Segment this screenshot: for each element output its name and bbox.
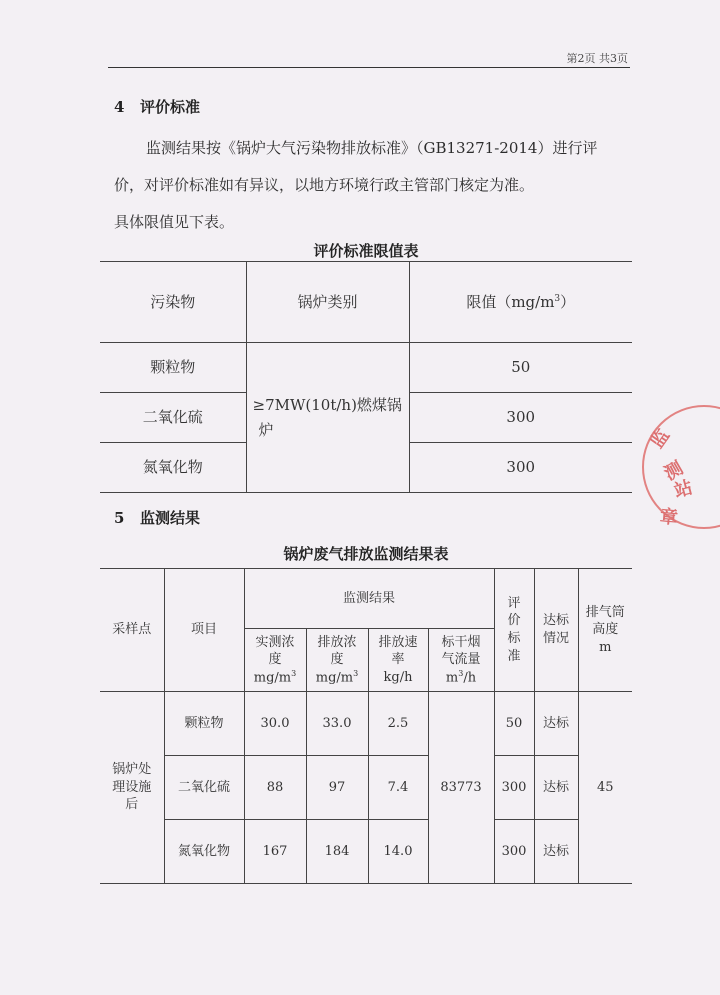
section-5-title: 监测结果 (140, 509, 201, 527)
results-measured-cell: 167 (244, 820, 306, 884)
results-item-cell: 氮氧化物 (164, 820, 244, 884)
limits-value-cell: 300 (409, 393, 632, 443)
results-measured-cell: 88 (244, 756, 306, 820)
official-seal-stamp (642, 405, 720, 529)
limits-boiler-type-cell: ≥7MW(10t/h)燃煤锅 炉 (246, 343, 409, 493)
seal-char: 站 (671, 476, 695, 502)
limits-table-title: 评价标准限值表 (313, 242, 419, 260)
limits-value-cell: 50 (409, 343, 632, 393)
results-emission-cell: 33.0 (306, 692, 368, 756)
results-table (100, 568, 632, 884)
results-header-emission-conc: 排放浓 度 $mg/m^3$ (306, 629, 368, 692)
results-emission-cell: 184 (306, 820, 368, 884)
section-4-heading (114, 96, 200, 117)
limits-value-cell: 300 (409, 443, 632, 493)
limits-header-pollutant: 污染物 (100, 262, 246, 343)
results-header-stack-height: 排气筒 高度 m (578, 569, 632, 692)
section-4-title: 评价标准 (140, 98, 201, 116)
results-item-cell: 颗粒物 (164, 692, 244, 756)
results-header-compliance: 达标 情况 (534, 569, 578, 692)
page-number: 第2页 共3页 (566, 52, 628, 65)
results-header-monitoring-results: 监测结果 (244, 569, 494, 629)
results-item-cell: 二氧化硫 (164, 756, 244, 820)
results-sampling-point-cell: 锅炉处 理设施 后 (100, 692, 164, 884)
results-table-title: 锅炉废气排放监测结果表 (283, 545, 449, 563)
results-rate-cell: 14.0 (368, 820, 428, 884)
section-5-heading (114, 507, 200, 528)
section-5-number: 5 (114, 509, 125, 527)
results-header-item: 项目 (164, 569, 244, 692)
results-standard-cell: 300 (494, 756, 534, 820)
results-header-standard: 评 价 标 准 (494, 569, 534, 692)
limits-pollutant-cell: 氮氧化物 (100, 443, 246, 493)
results-header-measured-conc: 实测浓 度 $mg/m^3$ (244, 629, 306, 692)
seal-char: 测 (660, 457, 687, 485)
results-status-cell: 达标 (534, 756, 578, 820)
results-header-sampling-point: 采样点 (100, 569, 164, 692)
results-rate-cell: 2.5 (368, 692, 428, 756)
limits-pollutant-cell: 二氧化硫 (100, 393, 246, 443)
section-4-paragraph-line-1: 监测结果按《锅炉大气污染物排放标准》（GB13271-2014）进行评 (146, 139, 598, 157)
results-flow-cell: 83773 (428, 692, 494, 884)
results-header-flow: 标干烟 气流量 $m^3/h$ (428, 629, 494, 692)
results-stack-height-cell: 45 (578, 692, 632, 884)
results-header-emission-rate: 排放速 率 kg/h (368, 629, 428, 692)
results-status-cell: 达标 (534, 692, 578, 756)
results-status-cell: 达标 (534, 820, 578, 884)
limits-header-boiler-type: 锅炉类别 (246, 262, 409, 343)
section-4-paragraph-line-3: 具体限值见下表。 (114, 213, 235, 231)
results-measured-cell: 30.0 (244, 692, 306, 756)
limits-table (100, 261, 632, 493)
limits-pollutant-cell: 颗粒物 (100, 343, 246, 393)
seal-char: 章 (658, 506, 679, 529)
results-rate-cell: 7.4 (368, 756, 428, 820)
header-rule (108, 67, 630, 68)
results-emission-cell: 97 (306, 756, 368, 820)
results-standard-cell: 300 (494, 820, 534, 884)
section-4-number: 4 (114, 98, 125, 116)
results-standard-cell: 50 (494, 692, 534, 756)
limits-header-limit: 限值$(mg/m^3)$ (409, 262, 632, 343)
section-4-paragraph-line-2: 价，对评价标准如有异议，以地方环境行政主管部门核定为准。 (114, 176, 535, 194)
seal-char: 监 (646, 425, 674, 453)
